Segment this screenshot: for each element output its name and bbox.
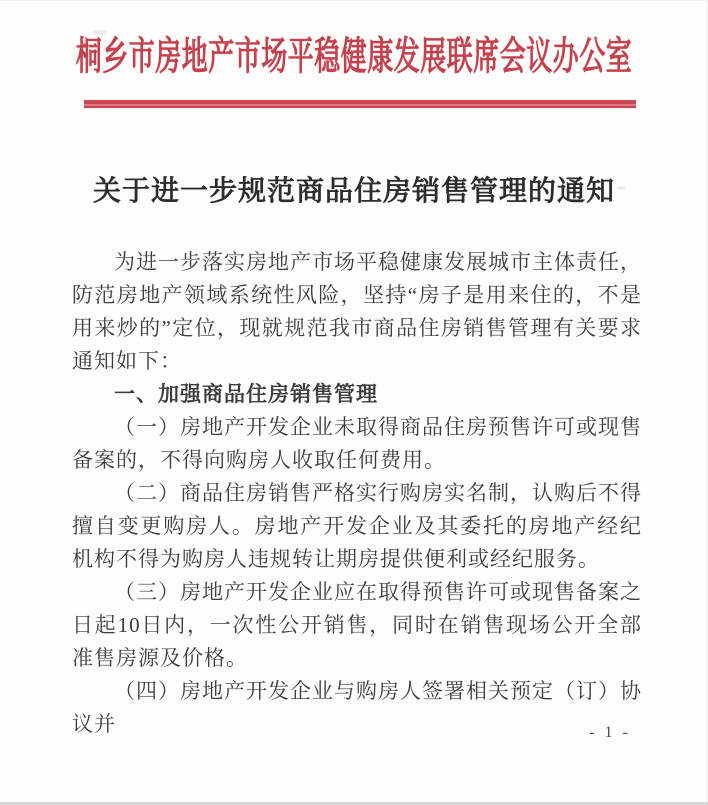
letterhead-title: 桐乡市房地产市场平稳健康发展联席会议办公室 [75, 33, 633, 79]
paragraph-item-3: （三）房地产开发企业应在取得预售许可或现售备案之日起10日内，一次性公开销售，同时在销售现场公开全部准售房源及价格。 [72, 580, 642, 670]
paragraph-intro: 为进一步落实房地产市场平稳健康发展城市主体责任，防范房地产领域系统性风险，坚持“房子是用来住的，不是用来炒的”定位，现就规范我市商品住房销售管理有关要求通知如下： [72, 250, 642, 373]
paragraph-item-2: （二）商品住房销售严格实行购房实名制，认购后不得擅自变更购房人。房地产开发企业及其委托的房地产经纪机构不得为购房人违规转让期房提供便利或经纪服务。 [72, 481, 642, 571]
page-number: - 1 - [589, 724, 631, 741]
document-title: 关于进一步规范商品住房销售管理的通知 [92, 176, 615, 207]
section-heading-1: 一、加强商品住房销售管理 [114, 382, 378, 406]
paragraph-item-1: （一）房地产开发企业未取得商品住房预售许可或现售备案的，不得向购房人收取任何费用。 [72, 415, 642, 472]
letterhead-rule [84, 100, 636, 108]
document-body [72, 246, 642, 741]
paragraph-item-4: （四）房地产开发企业与购房人签署相关预定（订）协议并 [72, 679, 642, 736]
